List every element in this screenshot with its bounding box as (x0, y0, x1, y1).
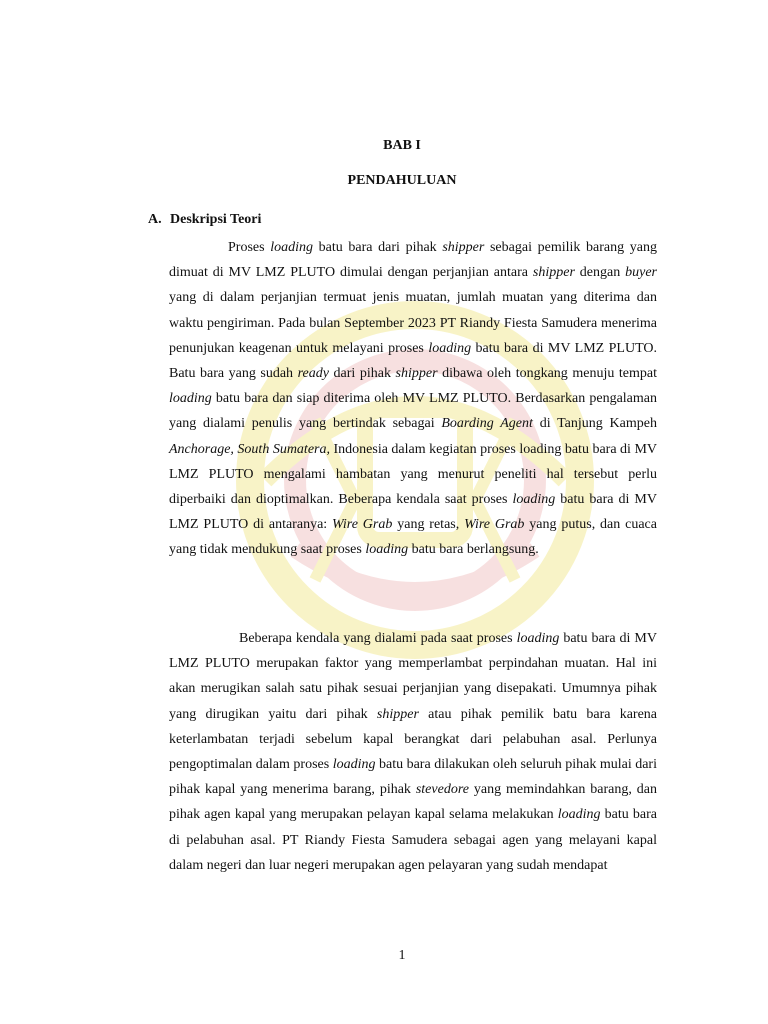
text-run: batu bara di MV LMZ PLUTO. Batu bara yang sudah (169, 340, 657, 382)
text-run: di Tanjung Kampeh (532, 416, 657, 432)
italic-term: loading (270, 240, 313, 255)
section-letter: A. (148, 212, 162, 227)
italic-term: shipper (376, 706, 419, 722)
italic-term: ready (297, 366, 329, 382)
text-run: Proses (228, 240, 271, 255)
section-title: Deskripsi Teori (170, 212, 262, 227)
italic-term: loading (512, 492, 556, 508)
italic-term: shipper (532, 265, 575, 281)
body-paragraph-2 (169, 626, 657, 878)
italic-term: loading (516, 631, 560, 646)
italic-term: shipper (442, 240, 485, 255)
italic-term: loading (332, 757, 376, 773)
italic-term: buyer (625, 265, 657, 281)
page-number: 1 (398, 948, 406, 963)
text-run: batu bara di MV LMZ PLUTO merupakan faktor yang memperlambat perpindahan muatan. Hal ini akan merugikan salah satu pihak sesuai perjanjian yang disepakati. Umumnya pihak yang dirugikan yaitu dari pihak (169, 631, 657, 722)
italic-term: stevedore (415, 782, 469, 798)
text-run: Beberapa kendala yang dialami pada saat proses (239, 631, 517, 646)
text-run: batu bara dan siap diterima oleh MV LMZ PLUTO. Berdasarkan pengalaman yang dialami penulis yang bertindak sebagai (169, 391, 657, 432)
italic-term: Wire Grab (332, 517, 393, 533)
italic-term: loading (169, 391, 212, 407)
text-run: Indonesia dalam kegiatan proses loading batu bara di MV LMZ PLUTO mengalami hambatan yang menurut peneliti hal tersebut perlu diperbaiki dan dioptimalkan. Beberapa kendala saat proses (169, 441, 658, 508)
text-run: batu bara di pelabuhan asal. PT Riandy Fiesta Samudera sebagai agen yang melayani kapal dalam negeri dan luar negeri merupakan agen pelayaran yang sudah mendapat (169, 807, 657, 873)
italic-term: shipper (395, 366, 438, 382)
text-run: dibawa oleh tongkang menuju tempat (437, 366, 657, 382)
text-run: sebagai pemilik barang yang dimuat di MV LMZ PLUTO dimulai dengan perjanjian antara (169, 240, 657, 281)
text-run: batu bara dari pihak (313, 240, 443, 255)
text-run: yang putus, dan cuaca yang tidak mendukung saat proses (169, 517, 657, 558)
chapter-number: BAB I (383, 138, 421, 153)
italic-term: Wire Grab (464, 517, 525, 533)
text-run: dengan (574, 265, 626, 281)
text-run: batu bara di MV LMZ PLUTO di antaranya: (169, 492, 657, 533)
body-paragraph-1 (169, 235, 657, 563)
text-run: atau pihak pemilik batu bara karena keterlambatan terjadi sebelum kapal berangkat dari pelabuhan asal. Perlunya pengoptimalan dalam proses (169, 706, 657, 773)
italic-term: loading (365, 542, 409, 558)
text-run: batu bara dilakukan oleh seluruh pihak mulai dari pihak kapal yang menerima barang, pihak (169, 757, 657, 798)
italic-term: Anchorage, South Sumatera, (169, 441, 330, 457)
text-run: dari pihak (328, 366, 396, 382)
italic-term: loading (428, 340, 472, 356)
italic-term: Boarding Agent (441, 416, 533, 432)
italic-term: loading (557, 807, 601, 823)
text-run: yang retas, (392, 517, 465, 533)
text-run: batu bara berlangsung. (408, 542, 539, 558)
section-heading (148, 212, 261, 228)
text-run: yang di dalam perjanjian termuat jenis muatan, jumlah muatan yang diterima dan waktu pengiriman. Pada bulan September 2023 PT Riandy Fiesta Samudera menerima penunjukan keagenan untuk melayani proses (169, 290, 657, 356)
chapter-title: PENDAHULUAN (347, 173, 457, 188)
text-run: yang memindahkan barang, dan pihak agen kapal yang merupakan pelayan kapal selama melakukan (169, 782, 657, 823)
